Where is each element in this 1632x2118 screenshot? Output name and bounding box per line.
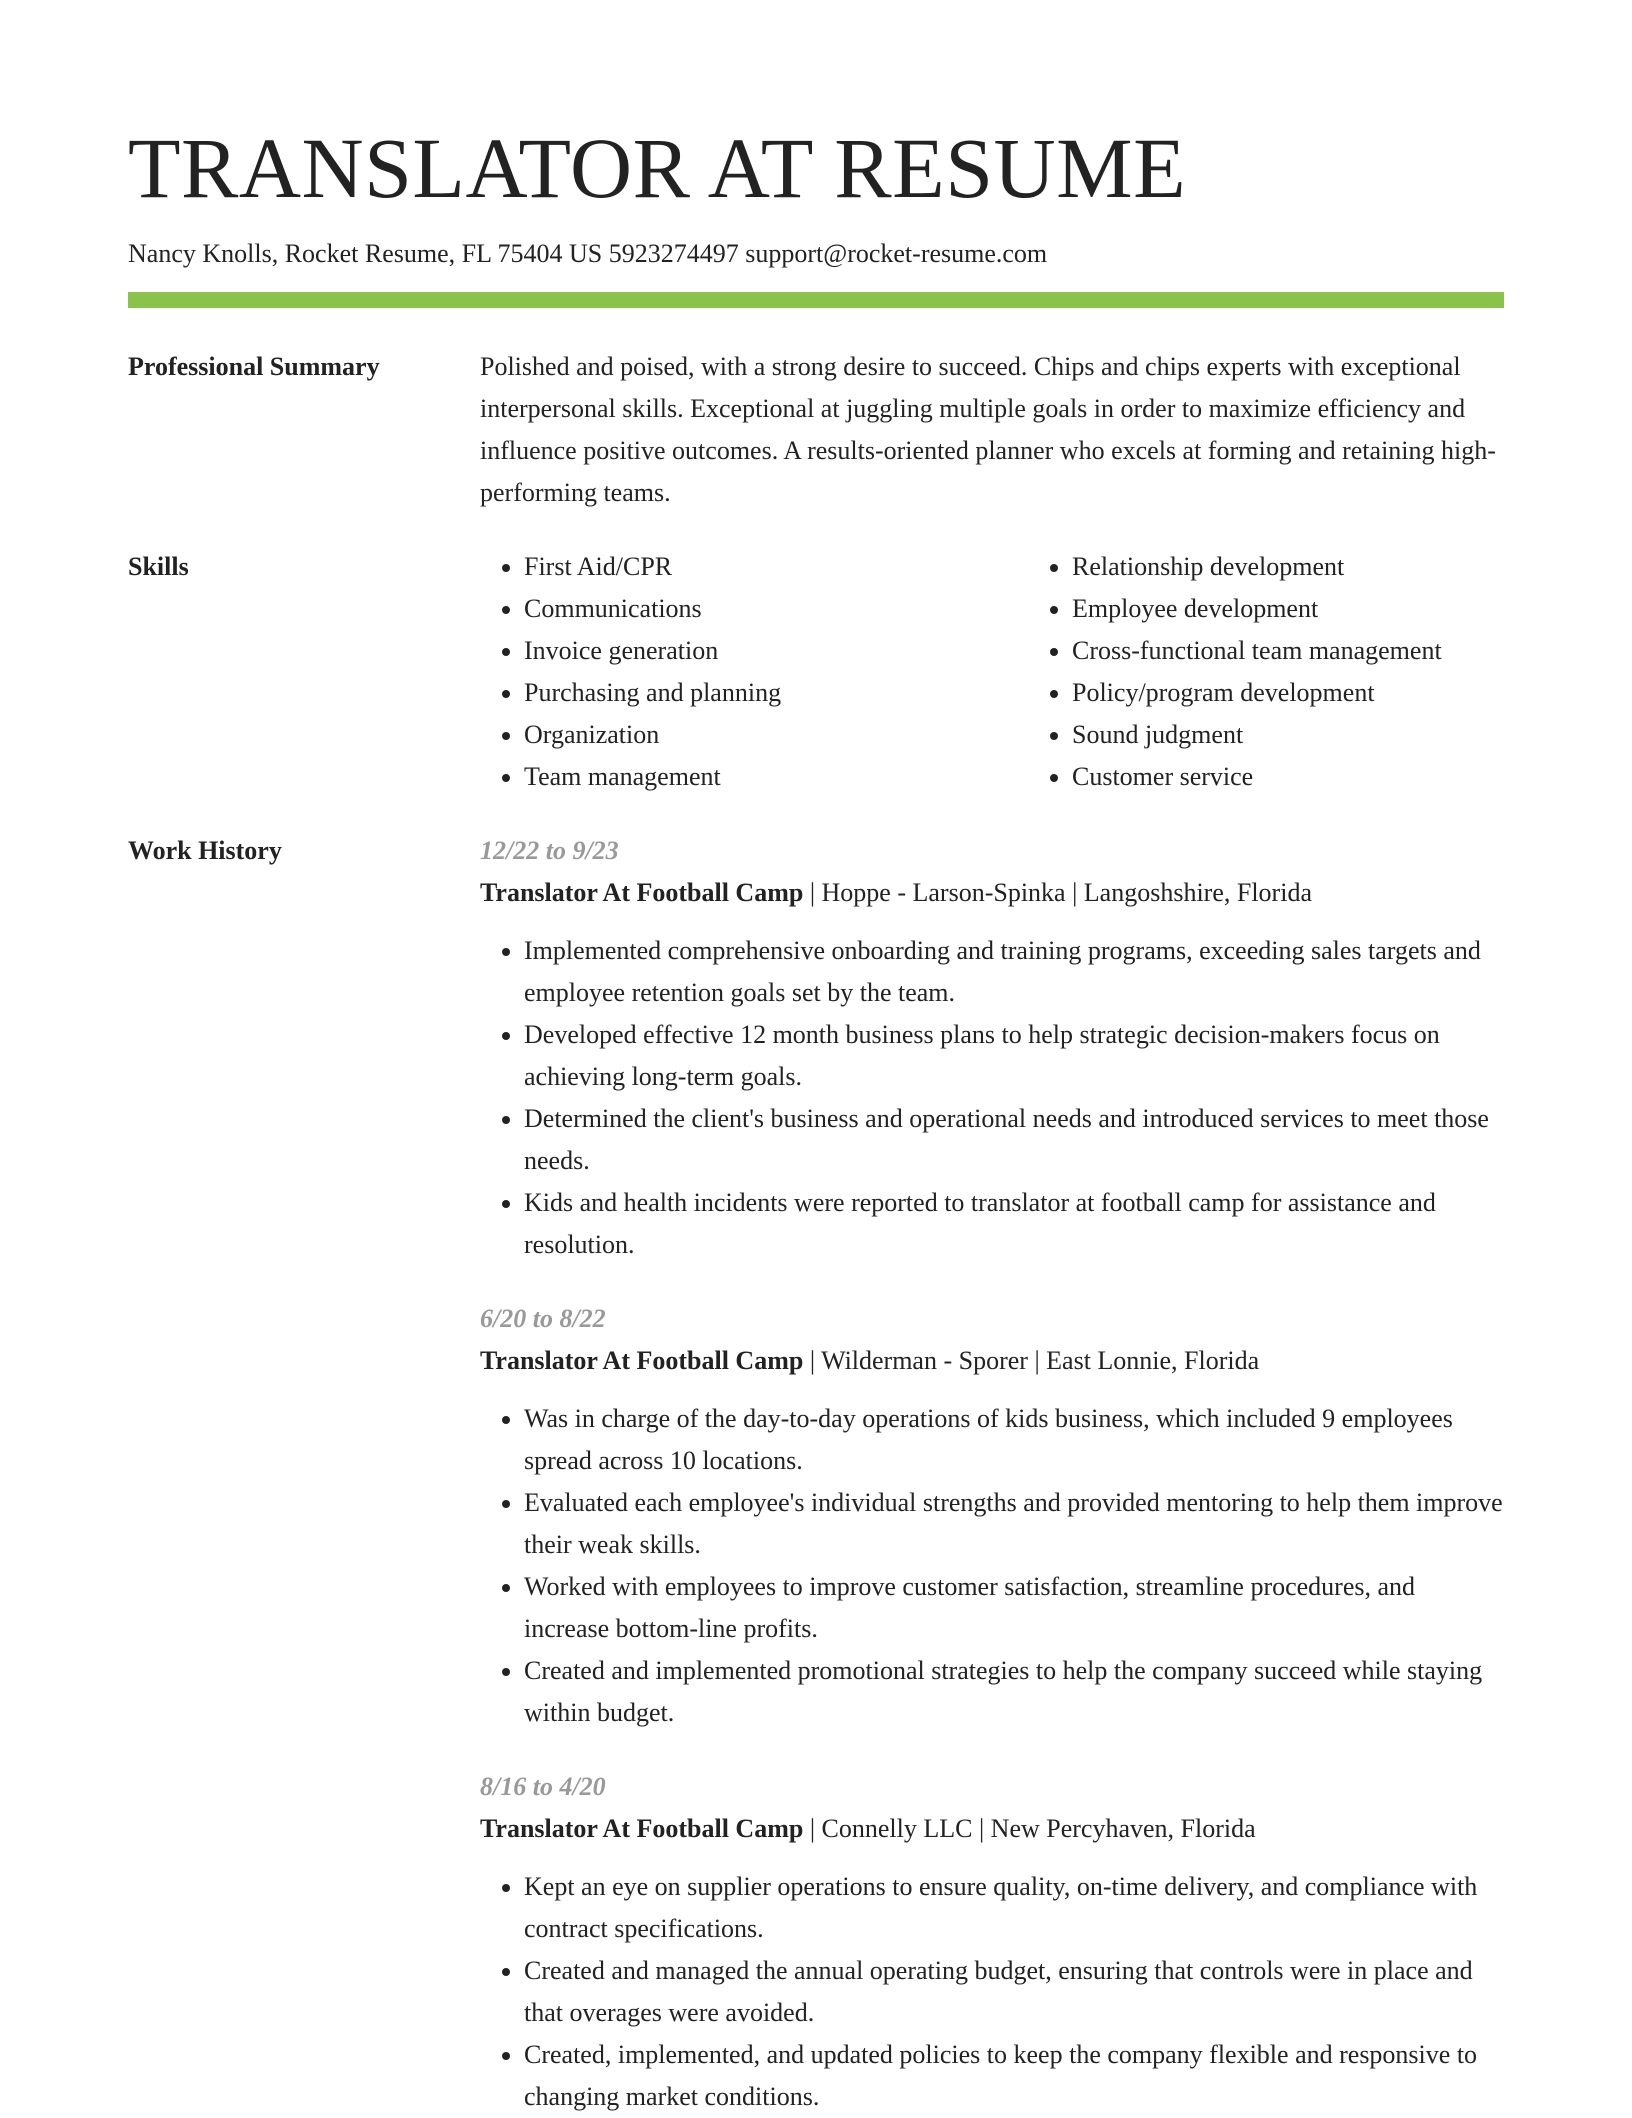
job-title: Translator At Football Camp — [480, 878, 804, 907]
job-bullets — [480, 1866, 1504, 2118]
skill-item: • Employee development — [1072, 588, 1576, 630]
work-history-section — [128, 830, 1504, 2118]
job-title: Translator At Football Camp — [480, 1814, 804, 1843]
header-divider — [128, 292, 1504, 308]
skill-item: • Team management — [524, 756, 1028, 798]
job-entry — [480, 1298, 1504, 1734]
summary-text: Polished and poised, with a strong desire to succeed. Chips and chips experts with exceptional interpersonal skills. Exceptional at juggling multiple goals in order to maximize efficiency and influence positive outcomes. A results-oriented planner who excels at forming and retaining high-performing teams. — [480, 352, 1496, 507]
skill-item: • Invoice generation — [524, 630, 1028, 672]
job-bullet: • Created, implemented, and updated policies to keep the company flexible and responsive to changing market conditions. — [524, 2034, 1504, 2118]
skill-item: • Cross-functional team management — [1072, 630, 1576, 672]
job-details: | Wilderman - Sporer | East Lonnie, Florida — [803, 1346, 1260, 1375]
job-entry — [480, 830, 1504, 1266]
contact-phone: 5923274497 — [608, 239, 739, 268]
job-heading — [480, 1340, 1504, 1382]
job-details: | Hoppe - Larson-Spinka | Langoshshire, Florida — [803, 878, 1312, 907]
summary-label: Professional Summary — [128, 352, 380, 381]
job-bullet: • Was in charge of the day-to-day operations of kids business, which included 9 employees spread across 10 locations. — [524, 1398, 1504, 1482]
job-bullet: • Worked with employees to improve customer satisfaction, streamline procedures, and increase bottom-line profits. — [524, 1566, 1504, 1650]
job-bullet: • Kept an eye on supplier operations to ensure quality, on-time delivery, and compliance with contract specifications. — [524, 1866, 1504, 1950]
job-bullet: • Determined the client's business and operational needs and introduced services to meet those needs. — [524, 1098, 1504, 1182]
skills-section — [128, 546, 1504, 798]
job-bullet: • Created and implemented promotional strategies to help the company succeed while staying within budget. — [524, 1650, 1504, 1734]
contact-name: Nancy Knolls, — [128, 239, 279, 268]
contact-company: Rocket Resume, — [284, 239, 456, 268]
skills-label: Skills — [128, 552, 189, 581]
skill-item: • First Aid/CPR — [524, 546, 1028, 588]
job-details: | Connelly LLC | New Percyhaven, Florida — [803, 1814, 1256, 1843]
job-bullet: • Implemented comprehensive onboarding and training programs, exceeding sales targets and employee retention goals set by the team. — [524, 930, 1504, 1014]
job-bullets — [480, 1398, 1504, 1734]
job-entry — [480, 1766, 1504, 2118]
job-bullet: • Created and managed the annual operating budget, ensuring that controls were in place and that overages were avoided. — [524, 1950, 1504, 2034]
job-title: Translator At Football Camp — [480, 1346, 804, 1375]
skill-item: • Policy/program development — [1072, 672, 1576, 714]
job-dates: 12/22 to 9/23 — [480, 836, 619, 865]
job-bullet: • Evaluated each employee's individual strengths and provided mentoring to help them improve their weak skills. — [524, 1482, 1504, 1566]
job-bullet: • Developed effective 12 month business plans to help strategic decision-makers focus on achieving long-term goals. — [524, 1014, 1504, 1098]
work-history-label: Work History — [128, 836, 282, 865]
skill-item: • Customer service — [1072, 756, 1576, 798]
job-bullet: • Kids and health incidents were reported to translator at football camp for assistance and resolution. — [524, 1182, 1504, 1266]
skill-item: • Communications — [524, 588, 1028, 630]
resume-page — [128, 0, 1504, 2111]
contact-line — [128, 236, 1504, 272]
job-heading — [480, 1808, 1504, 1850]
summary-section — [128, 346, 1504, 514]
skill-item: • Organization — [524, 714, 1028, 756]
job-dates: 8/16 to 4/20 — [480, 1772, 606, 1801]
skill-item: • Purchasing and planning — [524, 672, 1028, 714]
skill-item: • Relationship development — [1072, 546, 1576, 588]
contact-location: FL 75404 US — [461, 239, 603, 268]
job-dates: 6/20 to 8/22 — [480, 1304, 606, 1333]
skill-item: • Sound judgment — [1072, 714, 1576, 756]
resume-name: TRANSLATOR AT RESUME — [128, 120, 1187, 216]
job-bullets — [480, 930, 1504, 1266]
contact-email: support@rocket-resume.com — [745, 239, 1048, 268]
job-heading — [480, 872, 1504, 914]
skills-list-left — [480, 546, 1028, 798]
skills-list-right — [1028, 546, 1576, 798]
